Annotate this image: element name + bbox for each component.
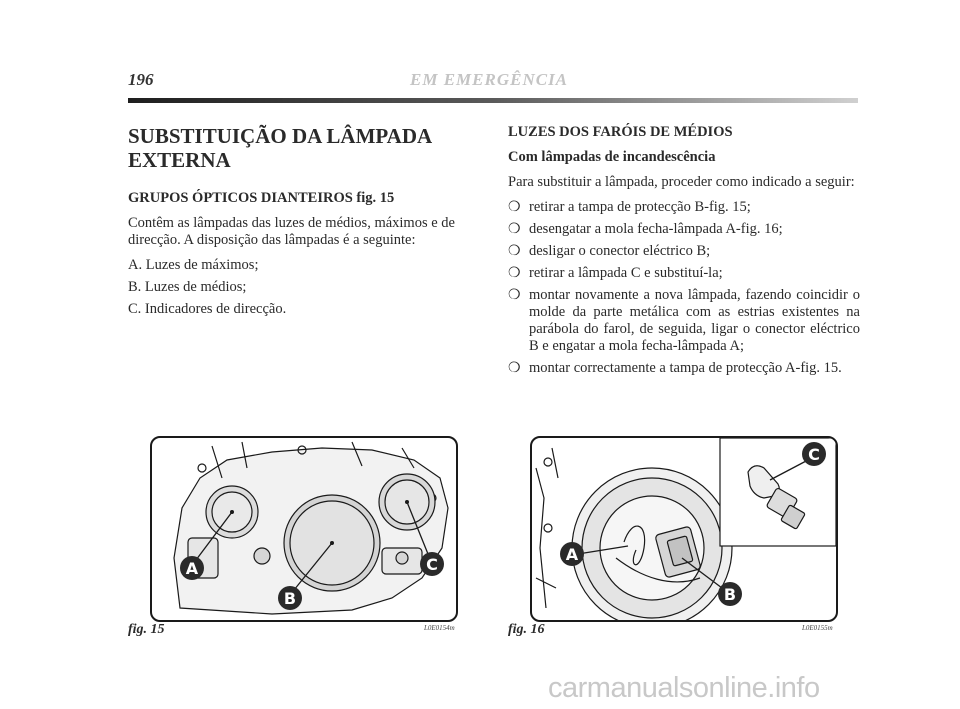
list-item-c: C. Indicadores de direcção.: [128, 301, 287, 317]
section-title-line-1: SUBSTITUIÇÃO DA LÂMPADA: [128, 124, 433, 148]
step-text: retirar a tampa de protecção B-fig. 15;: [529, 199, 751, 215]
left-column: [128, 124, 488, 323]
section-title-line-2: EXTERNA: [128, 148, 231, 172]
callout-b: [278, 586, 302, 610]
callout-b: [718, 582, 742, 606]
step-item: [508, 287, 860, 355]
section-title: [128, 124, 488, 172]
list-item-b: B. Luzes de médios;: [128, 279, 247, 295]
page-number: 196: [128, 70, 154, 89]
figure-16-caption: fig. 16: [508, 622, 545, 637]
svg-text:A: A: [565, 545, 579, 564]
intro-paragraph: Contêm as lâmpadas das luzes de médios, máximos e de direcção. A disposição das lâmpadas é a seguinte:: [128, 215, 455, 248]
running-title: EM EMERGÊNCIA: [410, 70, 569, 89]
svg-text:C: C: [426, 555, 438, 574]
procedure-intro: Para substituir a lâmpada, proceder como indicado a seguir:: [508, 174, 855, 190]
bullet-icon: ❍: [508, 288, 521, 303]
procedure-subheading: Com lâmpadas de incandescência: [508, 149, 716, 165]
step-text: montar novamente a nova lâmpada, fazendo coincidir o molde da parte metálica com as estrias existentes na parábola do farol, de seguida, ligar o conector eléctrico B e engatar a mola fecha-lâmpada A;: [529, 287, 860, 354]
svg-text:B: B: [283, 589, 297, 608]
step-text: montar correctamente a tampa de protecção A-fig. 15.: [529, 360, 842, 376]
svg-text:A: A: [185, 559, 199, 578]
procedure-heading: LUZES DOS FARÓIS DE MÉDIOS: [508, 124, 733, 140]
bullet-icon: ❍: [508, 361, 521, 376]
step-text: desengatar a mola fecha-lâmpada A-fig. 16;: [529, 221, 783, 237]
step-text: desligar o conector eléctrico B;: [529, 243, 711, 259]
callout-a: [560, 542, 584, 566]
svg-text:B: B: [723, 585, 737, 604]
figure-15-code: L0E0154m: [424, 624, 455, 632]
figure-16-illustration: [530, 436, 838, 622]
callout-c: [802, 442, 826, 466]
callout-a: [180, 556, 204, 580]
figure-15-caption: fig. 15: [128, 622, 165, 637]
svg-text:C: C: [808, 445, 820, 464]
list-item-a: A. Luzes de máximos;: [128, 257, 259, 273]
figure-15-illustration: [150, 436, 458, 622]
bulb-replacement-drawing: [532, 438, 836, 620]
bullet-icon: ❍: [508, 222, 521, 237]
figure-16-code: L0E0155m: [802, 624, 833, 632]
bullet-icon: ❍: [508, 266, 521, 281]
right-column: [508, 124, 860, 382]
header-rule: [128, 98, 858, 103]
step-item: [508, 243, 860, 260]
bullet-icon: ❍: [508, 200, 521, 215]
headlamp-assembly-drawing: [152, 438, 456, 620]
step-item: [508, 199, 860, 216]
bullet-icon: ❍: [508, 244, 521, 259]
step-text: retirar a lâmpada C e substituí-la;: [529, 265, 723, 281]
step-item: [508, 221, 860, 238]
step-item: [508, 265, 860, 282]
callout-c: [420, 552, 444, 576]
subsection-title: GRUPOS ÓPTICOS DIANTEIROS fig. 15: [128, 190, 395, 206]
step-item: [508, 360, 860, 377]
watermark: carmanualsonline.info: [548, 672, 820, 704]
